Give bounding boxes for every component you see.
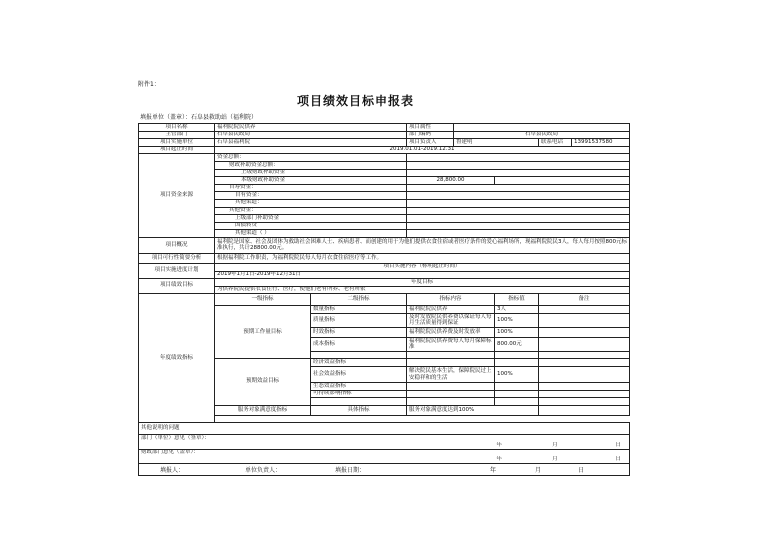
- indicator-content: 服务对象满意度达到100%: [407, 405, 539, 415]
- dept-value: 石阜县民政局: [215, 131, 407, 139]
- dept-opinion-year: 年: [495, 442, 539, 449]
- dept-opinion-day: 日: [572, 442, 630, 449]
- indicator-content: 解决院民基本生活，保障院民过上安稳祥和的生活: [407, 367, 495, 383]
- project-attribute-value: [454, 124, 630, 132]
- level2-indicator: 质量指标: [311, 313, 407, 327]
- indicators-header: 一级指标: [215, 294, 311, 306]
- indicators-header: 指标值: [495, 294, 539, 306]
- project-name-value: 福利院院民供养: [215, 124, 407, 132]
- level2-indicator: 可持续影响指标: [311, 390, 407, 398]
- overview-text: 福利院是国家、社会及团体为救助社会困难人士、疾病患者、而创建的用于为他们提供衣食住宿或者医疗条件的爱心福利场所，现福利院院民3人，每人每月按照800元标准执行，共计28800.00元。: [215, 237, 630, 253]
- finance-opinion-month: 月: [539, 456, 572, 463]
- fill-unit: 填报单位（盖章）：石阜县救助站（福利院）: [140, 114, 258, 121]
- funds-item: 其他渠道：: [215, 199, 407, 207]
- indicator-value: 800.00元: [495, 337, 539, 351]
- funds-item: 本级财政补助资金: [215, 177, 407, 185]
- indicators-header: 指标内容: [407, 294, 495, 306]
- finance-opinion-year: 年: [495, 456, 539, 463]
- level2-indicator: 生态效益指标: [311, 383, 407, 391]
- footer-unit-leader: 单位负责人：: [245, 467, 282, 474]
- funds-item: 上级部门补助资金: [215, 215, 407, 223]
- leader-value: 鲁建明: [454, 139, 539, 147]
- indicators-label: 年度绩效指标: [139, 294, 215, 423]
- level2-indicator: 成本指标: [311, 337, 407, 351]
- footer-month: 月: [535, 467, 542, 474]
- level1-benefit: 预期效益目标: [215, 359, 311, 405]
- finance-opinion-day: 日: [572, 456, 630, 463]
- level2-indicator: 时效指标: [311, 327, 407, 337]
- level2-indicator: 经济效益指标: [311, 359, 407, 367]
- feasibility-text: 根据福利院工作职责，为福利院院民每人每月衣食住宿医疗等工作。: [215, 253, 630, 263]
- funds-item: 自筹资金：: [215, 184, 407, 192]
- footer-fill-date: 填报日期：: [335, 467, 366, 474]
- phone-value: 13991537580: [572, 139, 630, 147]
- goal-text: 为供养院民提供衣食住行、医疗，使他们老有所养、老有所依: [215, 286, 630, 294]
- funds-item: 自有资金：: [215, 192, 407, 200]
- indicator-content: 福利院院民供养费及时发放率: [407, 327, 495, 337]
- footer-filler: 填报人：: [160, 467, 185, 474]
- indicator-value: 100%: [495, 367, 539, 383]
- goal-header: 年度目标: [215, 279, 630, 287]
- finance-opinion-label: 财政部门意见（盖章）：: [139, 449, 630, 456]
- indicator-value: 100%: [495, 313, 539, 327]
- phone-label: 联系电话: [539, 139, 572, 147]
- page-title: 项目绩效目标申报表: [297, 94, 415, 108]
- schedule-header: 项目实施内容（标明起止时间）: [215, 263, 630, 271]
- period-value: 2019.01.01-2019.12.31: [215, 146, 630, 154]
- project-attribute-label: 项目属性: [407, 124, 454, 132]
- overview-label: 项目概况: [139, 237, 215, 253]
- dept-label: 主管部门: [139, 131, 215, 139]
- dept-code-value: 石阜县民政局: [454, 131, 630, 139]
- indicators-header: 备注: [539, 294, 630, 306]
- local-funds-amount: 28,800.00: [407, 177, 495, 185]
- indicator-value: 3人: [495, 306, 539, 314]
- project-name-label: 项目名称: [139, 124, 215, 132]
- level1-satisfaction: 服务对象满意度指标: [215, 405, 311, 415]
- footer-year: 年: [490, 467, 497, 474]
- indicator-content: 福利院院民供养费每人每月保障标准: [407, 337, 495, 351]
- performance-form-table: [138, 123, 630, 476]
- goal-label: 项目绩效目标: [139, 279, 215, 294]
- funds-item: 其他渠道（ ）: [215, 230, 407, 238]
- funds-item: 上级财政补助资金: [215, 169, 407, 177]
- funds-label: 项目资金来源: [139, 154, 215, 238]
- schedule-text: 2019年1月1日-2019年12月31日: [215, 271, 630, 279]
- footer-day: 日: [578, 467, 585, 474]
- funds-item: 财政补助资金总额：: [215, 161, 407, 169]
- indicator-value: 100%: [495, 327, 539, 337]
- indicator-content: 及时发放院民供养费以保证每人每月生活质量得到保证: [407, 313, 495, 327]
- level2-indicator: 社会效益指标: [311, 367, 407, 383]
- impl-unit-label: 项目实施单位: [139, 139, 215, 147]
- level2-indicator: 具体指标: [311, 405, 407, 415]
- dept-code-label: 部门编码: [407, 131, 454, 139]
- feasibility-label: 项目可行性简要分析: [139, 253, 215, 263]
- dept-opinion-label: 部门（单位）意见（签章）：: [139, 435, 630, 442]
- leader-label: 项目负责人: [407, 139, 454, 147]
- indicators-header: 二级指标: [311, 294, 407, 306]
- level2-indicator: 数量指标: [311, 306, 407, 314]
- dept-opinion-month: 月: [539, 442, 572, 449]
- level1-workload: 预期工作量目标: [215, 306, 311, 359]
- schedule-label: 项目实施进度计划: [139, 263, 215, 278]
- funds-item: 国债转贷: [215, 222, 407, 230]
- other-notes-label: 其他说明的问题: [139, 423, 630, 435]
- period-label: 项目起止时间: [139, 146, 215, 154]
- funds-item: 其他资金：: [215, 207, 407, 215]
- attachment-label: 附件1：: [138, 81, 160, 88]
- indicator-content: 福利院院民供养: [407, 306, 495, 314]
- funds-item: 资金总额：: [215, 154, 407, 162]
- impl-unit-value: 石阜县福利院: [215, 139, 407, 147]
